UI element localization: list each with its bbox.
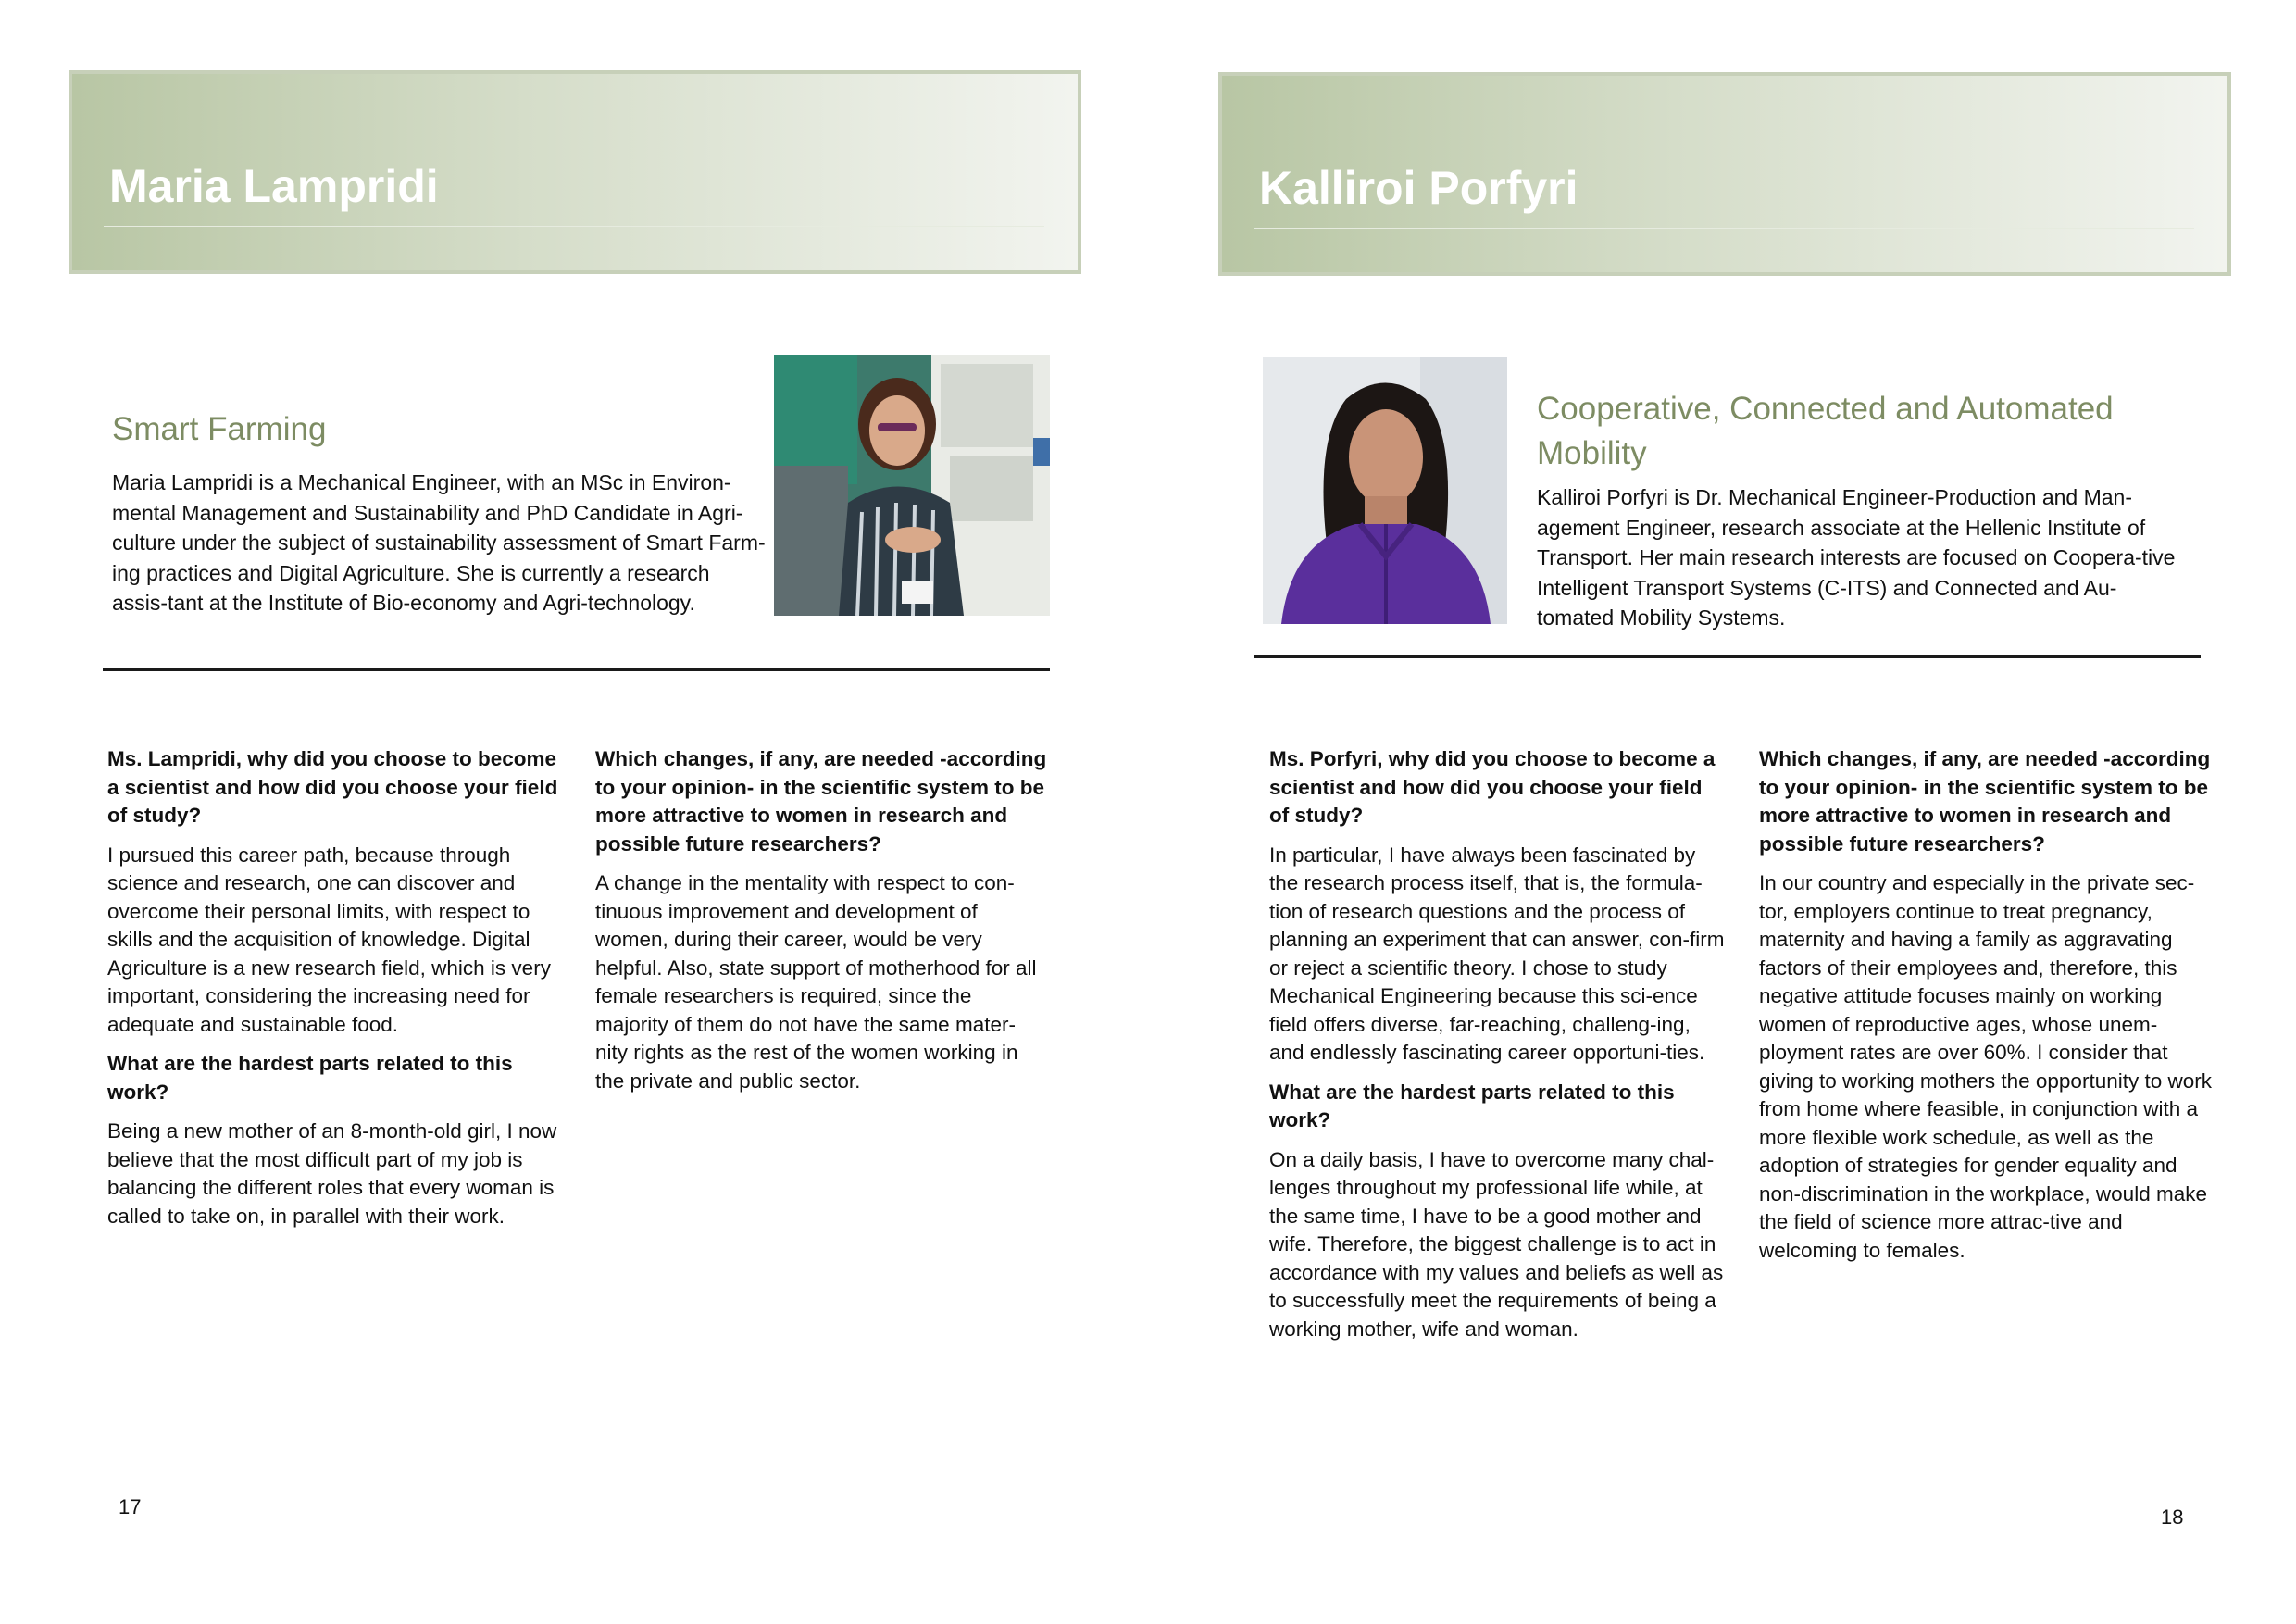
page-title: Kalliroi Porfyri xyxy=(1259,162,1578,214)
banner-divider xyxy=(1254,228,2194,229)
bio-paragraph: Kalliroi Porfyri is Dr. Mechanical Engineer-Production and Man-agement Engineer, research associate at the Hellenic Institute of Transport. Her main research interests are focused on Coopera-tive Intelligent Transport Systems (C-ITS) and Connected and Au-tomated Mobility Systems. xyxy=(1537,485,2176,630)
answer-career: I pursued this career path, because through science and research, one can discover and overcome their personal limits, with respect to skills and the acquisition of knowledge. Digital Agriculture is a new research field, which is very important, considering the increasing need for adequate and sustainable food. xyxy=(107,843,551,1036)
answer-changes: In our country and especially in the private sec-tor, employers continue to treat pregnancy, maternity and having a family as aggravating factors of their employees and, therefore, this negative attitude focuses mainly on working women of reproductive ages, whose unem-ployment rates are over 60%. I consider that giving to working mothers the opportunity to work from home where feasible, in conjunction with a more flexible work schedule, as well as the adoption of strategies for gender equality and non-discrimination in the workplace, would make the field of science more attrac-tive and welcoming to females. xyxy=(1759,871,2212,1262)
section-divider xyxy=(103,668,1050,671)
answer-changes: A change in the mentality with respect to con-tinuous improvement and development of women, during their career, would be very helpful. Also, state support of motherhood for all female researchers is required, since the majority of them do not have the same mater-nity rights as the rest of the women working in the private and public sector. xyxy=(595,871,1037,1093)
answer-hardest-parts: On a daily basis, I have to overcome many chal-lenges throughout my professional life while, at the same time, I have to be a good mother and wife. Therefore, the biggest challenge is to act in accordance with my values and beliefs as well as to successfully meet the requirements of being a working mother, wife and woman. xyxy=(1269,1147,1724,1341)
qa-column-left xyxy=(107,745,570,1242)
answer-hardest-parts: Being a new mother of an 8-month-old girl, I now believe that the most difficult part of my job is balancing the different roles that every woman is called to take on, in parallel with their work. xyxy=(107,1119,557,1228)
page-number: 18 xyxy=(2161,1505,2184,1529)
bio-paragraph: Maria Lampridi is a Mechanical Engineer, with an MSc in Environ-mental Management and Sustainability and PhD Candidate in Agri-culture under the subject of sustainability assessment of Smart Farm-ing practices and Digital Agriculture. She is currently a research assis-tant at the Institute of Bio-economy and Agri-technology. xyxy=(112,470,766,615)
question-changes: Which changes, if any, are needed -according to your opinion- in the scientific system to be more attractive to women in research and possible future researchers? xyxy=(595,747,1047,856)
qa-column-right xyxy=(1759,745,2218,1276)
answer-career: In particular, I have always been fascinated by the research process itself, that is, the formula-tion of research questions and the process of planning an experiment that can answer, con-firm or reject a scientific theory. I chose to study Mechanical Engineering because this sci-ence field offers diverse, far-reaching, challeng-ing, and endlessly fascinating career opportuni-ties. xyxy=(1269,843,1725,1064)
name-banner xyxy=(69,70,1081,274)
page-number: 17 xyxy=(119,1495,142,1518)
portrait-photo xyxy=(1263,357,1507,624)
section-divider xyxy=(1254,655,2201,658)
portrait-photo xyxy=(774,355,1050,616)
question-career: Ms. Porfyri, why did you choose to become a scientist and how did you choose your field of study? xyxy=(1269,747,1716,827)
research-field-title: Cooperative, Connected and Automated Mobility xyxy=(1537,391,2114,471)
question-changes: Which changes, if any, are needed -according to your opinion- in the scientific system to be more attractive to women in research and possible future researchers? xyxy=(1759,747,2211,856)
research-field-title: Smart Farming xyxy=(112,411,327,447)
page-title: Maria Lampridi xyxy=(109,160,439,212)
question-career: Ms. Lampridi, why did you choose to become a scientist and how did you choose your field of study? xyxy=(107,747,558,827)
name-banner xyxy=(1218,72,2231,276)
qa-column-right xyxy=(595,745,1047,1106)
question-hardest-parts: What are the hardest parts related to this work? xyxy=(107,1052,513,1104)
qa-column-left xyxy=(1269,745,1725,1355)
banner-divider xyxy=(104,226,1044,227)
page-right xyxy=(1148,0,2296,1624)
question-hardest-parts: What are the hardest parts related to this work? xyxy=(1269,1080,1675,1131)
